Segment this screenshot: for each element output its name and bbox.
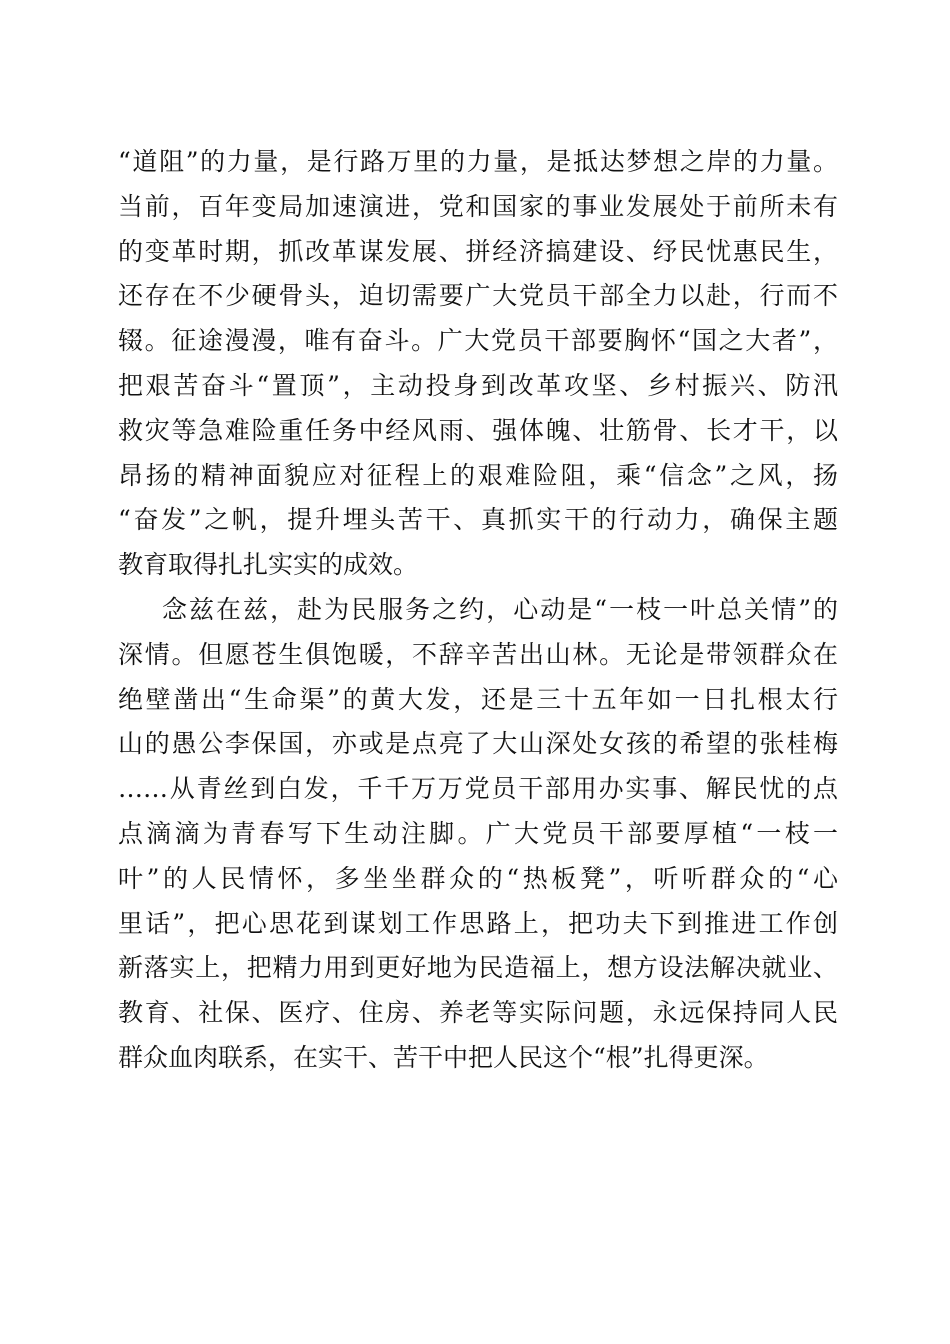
text-line: 点滴滴为青春写下生动注脚。广大党员干部要厚植“一枝一 bbox=[118, 818, 838, 848]
text-line: ……从青丝到白发，千千万万党员干部用办实事、解民忧的点 bbox=[118, 774, 838, 804]
paragraph-1 bbox=[118, 140, 838, 588]
text-line: 当前，百年变局加速演进，党和国家的事业发展处于前所未有 bbox=[118, 191, 838, 221]
text-line: 辍。征途漫漫，唯有奋斗。广大党员干部要胸怀“国之大者”， bbox=[118, 326, 838, 356]
text-line: 里话”，把心思花到谋划工作思路上，把功夫下到推进工作创 bbox=[118, 908, 838, 938]
text-line: 绝壁凿出“生命渠”的黄大发，还是三十五年如一日扎根太行 bbox=[118, 684, 838, 714]
text-line: 新落实上，把精力用到更好地为民造福上，想方设法解决就业、 bbox=[118, 953, 838, 983]
text-line: 深情。但愿苍生俱饱暖，不辞辛苦出山林。无论是带领群众在 bbox=[118, 639, 838, 669]
text-line: 教育取得扎扎实实的成效。 bbox=[118, 550, 419, 580]
text-line: 昂扬的精神面貌应对征程上的艰难险阻，乘“信念”之风，扬 bbox=[118, 460, 838, 490]
text-line: 群众血肉联系，在实干、苦干中把人民这个“根”扎得更深。 bbox=[118, 1042, 769, 1072]
text-line: 念兹在兹，赴为民服务之约，心动是“一枝一叶总关情”的 bbox=[162, 594, 838, 624]
text-line: 的变革时期，抓改革谋发展、拼经济搞建设、纾民忧惠民生， bbox=[118, 236, 838, 266]
paragraph-2 bbox=[118, 588, 838, 1081]
text-line: 还存在不少硬骨头，迫切需要广大党员干部全力以赴，行而不 bbox=[118, 281, 838, 311]
text-line: “奋发”之帆，提升埋头苦干、真抓实干的行动力，确保主题 bbox=[118, 505, 838, 535]
text-line: 教育、社保、医疗、住房、养老等实际问题，永远保持同人民 bbox=[118, 998, 838, 1028]
document-body bbox=[118, 140, 838, 1081]
text-line: 把艰苦奋斗“置顶”，主动投身到改革攻坚、乡村振兴、防汛 bbox=[118, 370, 838, 400]
text-line: 叶”的人民情怀，多坐坐群众的“热板凳”，听听群众的“心 bbox=[118, 863, 838, 893]
text-line: 救灾等急难险重任务中经风雨、强体魄、壮筋骨、长才干，以 bbox=[118, 415, 838, 445]
text-line: “道阻”的力量，是行路万里的力量，是抵达梦想之岸的力量。 bbox=[118, 147, 838, 176]
text-line: 山的愚公李保国，亦或是点亮了大山深处女孩的希望的张桂梅 bbox=[118, 729, 838, 759]
